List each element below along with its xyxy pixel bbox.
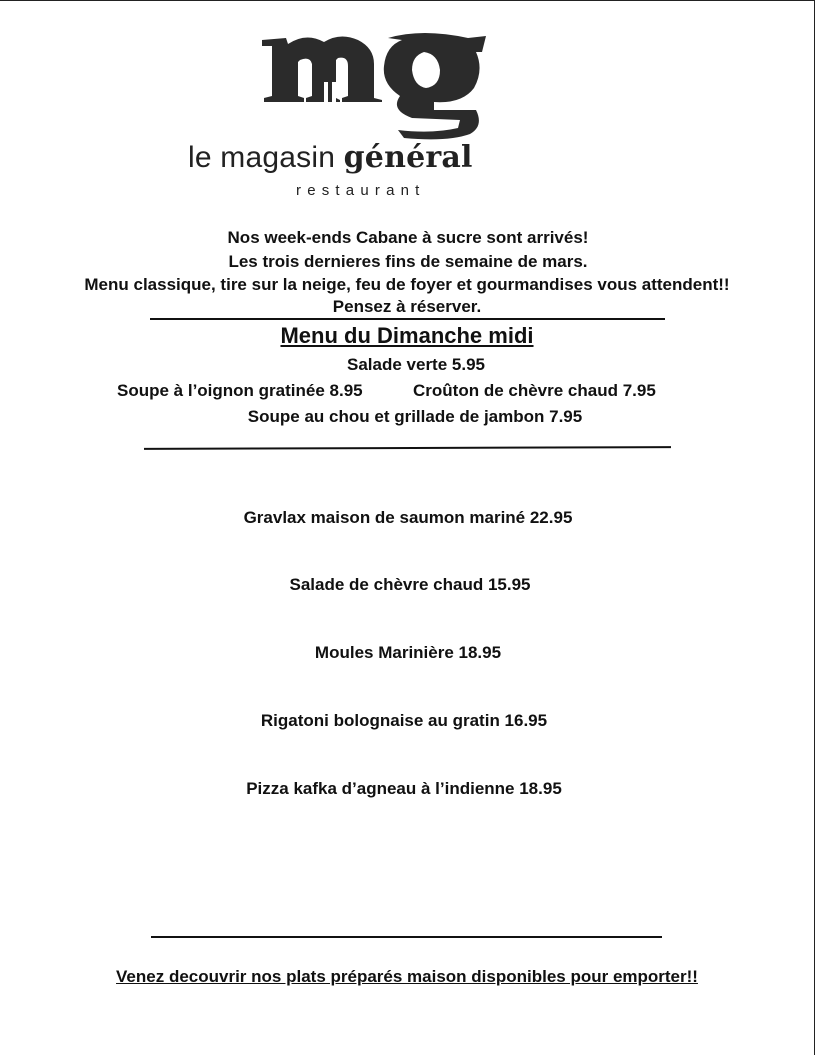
logo-name-bold: général	[343, 140, 473, 175]
starter-crouton: Croûton de chèvre chaud 7.95	[413, 381, 656, 400]
announcement-line-1: Nos week-ends Cabane à sucre sont arrivés!	[227, 228, 589, 247]
logo-wordmark	[188, 140, 568, 175]
logo-name-light: le magasin	[188, 141, 336, 174]
announcement-line-2: Les trois dernieres fins de semaine de mars.	[228, 252, 588, 271]
mg-monogram-logo	[262, 30, 486, 140]
divider-top	[150, 318, 665, 320]
main-item-3: Moules Marinière 18.95	[314, 643, 502, 662]
footer-takeout-note: Venez decouvrir nos plats préparés maison disponibles pour emporter!!	[116, 967, 698, 986]
menu-title: Menu du Dimanche midi	[280, 323, 534, 348]
divider-bottom	[151, 936, 662, 938]
main-item-2: Salade de chèvre chaud 15.95	[289, 575, 531, 594]
starter-soupe-oignon: Soupe à l’oignon gratinée 8.95	[117, 381, 363, 400]
logo-subtitle: restaurant	[296, 182, 426, 199]
announcement-line-4: Pensez à réserver.	[332, 297, 482, 316]
main-item-4: Rigatoni bolognaise au gratin 16.95	[260, 711, 548, 730]
main-item-1: Gravlax maison de saumon mariné 22.95	[243, 508, 573, 527]
main-item-5: Pizza kafka d’agneau à l’indienne 18.95	[246, 779, 562, 798]
announcement-line-3: Menu classique, tire sur la neige, feu de foyer et gourmandises vous attendent!!	[84, 275, 730, 294]
starter-salade: Salade verte 5.95	[347, 355, 485, 374]
starter-soupe-chou: Soupe au chou et grillade de jambon 7.95	[247, 407, 583, 426]
